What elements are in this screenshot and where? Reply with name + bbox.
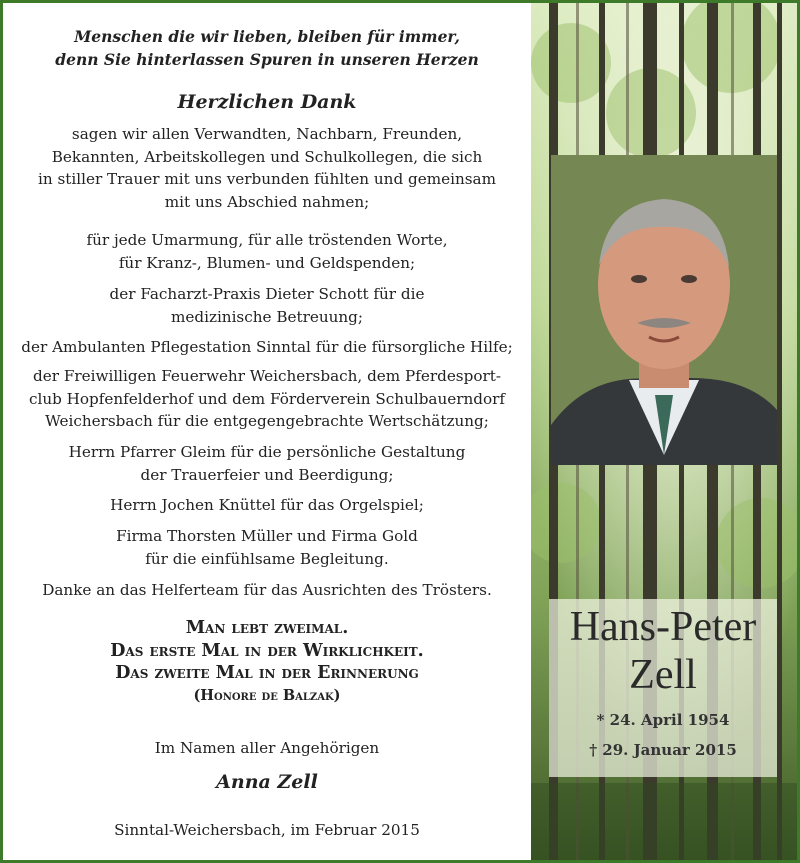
thanks-paragraph bbox=[3, 283, 531, 328]
text-line: in stiller Trauer mit uns verbunden fühlten und gemeinsam bbox=[38, 170, 496, 188]
text-line: Herrn Jochen Knüttel für das Orgelspiel; bbox=[110, 496, 424, 514]
signature-name: Anna Zell bbox=[216, 771, 318, 793]
deceased-first-name: Hans-Peter bbox=[569, 604, 757, 650]
text-line: Herrn Pfarrer Gleim für die persönliche Gestaltung bbox=[68, 443, 466, 461]
text-line: der Freiwilligen Feuerwehr Weichersbach, dem Pferdesport- bbox=[33, 367, 501, 385]
text-line: für Kranz-, Blumen- und Geldspenden; bbox=[118, 253, 416, 272]
death-date: † 29. Januar 2015 bbox=[589, 741, 737, 759]
motto bbox=[3, 25, 531, 71]
thanks-paragraph bbox=[3, 579, 531, 602]
text-line: Bekannten, Arbeitskollegen und Schulkollegen, die sich bbox=[51, 147, 483, 166]
text-line: der Facharzt-Praxis Dieter Schott für die bbox=[109, 285, 425, 303]
thanks-paragraph bbox=[3, 229, 531, 274]
quote-block bbox=[3, 617, 531, 707]
portrait-icon bbox=[551, 155, 777, 465]
portrait-photo bbox=[551, 155, 777, 465]
thanks-paragraph bbox=[3, 336, 531, 359]
quote-line: Das erste Mal in der Wirklichkeit. bbox=[110, 640, 424, 661]
thanks-paragraph bbox=[3, 525, 531, 570]
text-line: Danke an das Helferteam für das Ausrichten des Trösters. bbox=[42, 581, 492, 599]
place-date: Sinntal-Weichersbach, im Februar 2015 bbox=[114, 821, 420, 839]
deceased-last-name: Zell bbox=[629, 652, 697, 698]
motto-line: Menschen die wir lieben, bleiben für immer, bbox=[74, 27, 460, 46]
text-line: sagen wir allen Verwandten, Nachbarn, Freunden, bbox=[71, 125, 463, 143]
text-line: medizinische Betreuung; bbox=[170, 307, 364, 326]
text-line: mit uns Abschied nahmen; bbox=[164, 192, 370, 211]
quote-line: Man lebt zweimal. bbox=[185, 618, 349, 638]
signature-intro: Im Namen aller Angehörigen bbox=[154, 739, 380, 757]
motto-line: denn Sie hinterlassen Spuren in unseren Herzen bbox=[55, 50, 479, 69]
thanks-paragraph bbox=[3, 494, 531, 517]
thanks-paragraph bbox=[3, 365, 531, 433]
text-line: club Hopfenfelderhof und dem Förderverein Schulbauerndorf bbox=[28, 389, 506, 408]
thanks-paragraph bbox=[3, 123, 531, 213]
text-line: Weichersbach für die entgegengebrachte Wertschätzung; bbox=[45, 412, 489, 430]
text-line: der Trauerfeier und Beerdigung; bbox=[140, 465, 394, 484]
text-line: der Ambulanten Pflegestation Sinntal für die fürsorgliche Hilfe; bbox=[21, 338, 513, 356]
thanks-paragraph bbox=[3, 441, 531, 486]
text-line: Firma Thorsten Müller und Firma Gold bbox=[116, 527, 418, 545]
birth-date: * 24. April 1954 bbox=[596, 711, 730, 729]
quote-source: (Honore de Balzak) bbox=[193, 686, 341, 704]
text-column bbox=[3, 3, 531, 860]
quote-line: Das zweite Mal in der Erinnerung bbox=[115, 663, 419, 683]
text-line: für jede Umarmung, für alle tröstenden Worte, bbox=[86, 231, 448, 249]
text-line: für die einfühlsame Begleitung. bbox=[145, 549, 389, 568]
forest-panel bbox=[531, 3, 797, 860]
name-box bbox=[549, 599, 777, 777]
thanks-heading: Herzlichen Dank bbox=[177, 91, 357, 113]
